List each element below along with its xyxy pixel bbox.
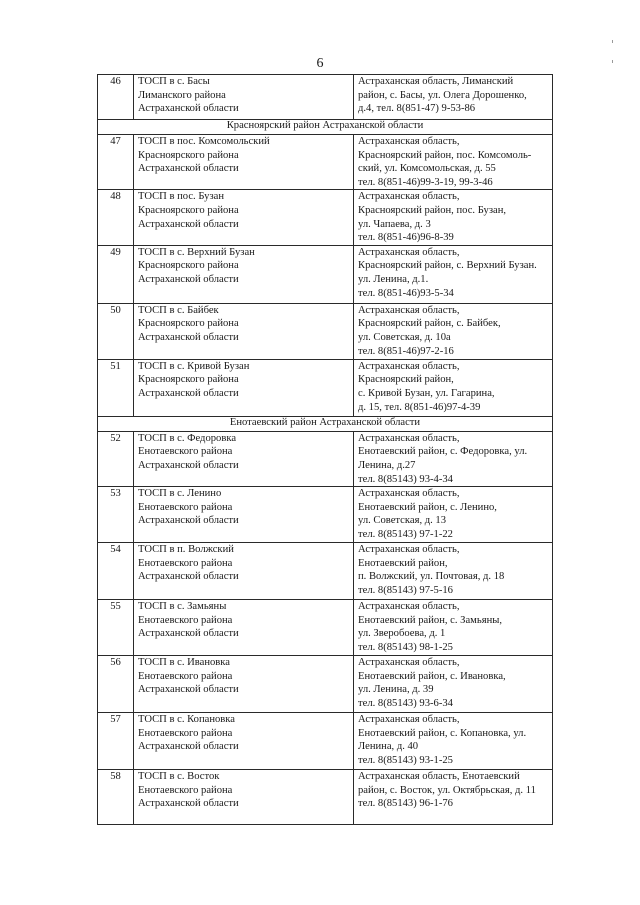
table-row [98,770,553,825]
office-name: ТОСП в с. Замьяны Енотаевского района Астраханской области [134,600,354,656]
office-address: Астраханская область, Енотаевский район, с. Копановка, ул. Ленина, д. 40 тел. 8(85143) 93-1-25 [354,713,553,770]
row-number: 56 [98,656,134,713]
row-number: 53 [98,487,134,543]
office-name: ТОСП в с. Восток Енотаевского района Астраханской области [134,770,354,825]
margin-mark [612,60,613,63]
row-number: 47 [98,135,134,190]
office-name: ТОСП в с. Кривой Бузан Красноярского района Астраханской области [134,359,354,416]
office-name: ТОСП в с. Федоровка Енотаевского района Астраханской области [134,431,354,486]
table-row [98,656,553,713]
office-address: Астраханская область, Енотаевский район, с. Ивановка, ул. Ленина, д. 39 тел. 8(85143) 93-6-34 [354,656,553,713]
office-name: ТОСП в п. Волжский Енотаевского района Астраханской области [134,543,354,600]
margin-mark [612,40,613,43]
office-name: ТОСП в с. Байбек Красноярского района Астраханской области [134,303,354,359]
table-row [98,75,553,120]
row-number: 51 [98,359,134,416]
office-address: Астраханская область, Красноярский район, с. Кривой Бузан, ул. Гагарина, д. 15, тел. 8(851-46)97-4-39 [354,359,553,416]
section-header-row [98,120,553,135]
office-name: ТОСП в с. Верхний Бузан Красноярского района Астраханской области [134,245,354,303]
table-row [98,431,553,486]
office-address: Астраханская область, Енотаевский район, с. Ленино, ул. Советская, д. 13 тел. 8(85143) 97-1-22 [354,487,553,543]
office-name: ТОСП в с. Копановка Енотаевского района Астраханской области [134,713,354,770]
table-row [98,135,553,190]
section-title: Енотаевский район Астраханской области [98,416,553,431]
row-number: 55 [98,600,134,656]
office-name: ТОСП в с. Басы Лиманского района Астраханской области [134,75,354,120]
page-number: 6 [316,56,324,71]
row-number: 50 [98,303,134,359]
office-name: ТОСП в с. Ивановка Енотаевского района Астраханской области [134,656,354,713]
office-address: Астраханская область, Енотаевский район, с. Замьяны, ул. Зверобоева, д. 1 тел. 8(85143) 98-1-25 [354,600,553,656]
office-address: Астраханская область, Красноярский район, пос. Комсомоль- ский, ул. Комсомольская, д. 55 тел. 8(851-46)99-3-19, 99-3-46 [354,135,553,190]
table-row [98,600,553,656]
table-row [98,303,553,359]
office-address: Астраханская область, Енотаевский район, с. Федоровка, ул. Ленина, д.27 тел. 8(85143) 93-4-34 [354,431,553,486]
table-row [98,190,553,245]
row-number: 57 [98,713,134,770]
section-title: Красноярский район Астраханской области [98,120,553,135]
office-address: Астраханская область, Лиманский район, с. Басы, ул. Олега Дорошенко, д.4, тел. 8(851-47) 9-53-86 [354,75,553,120]
row-number: 52 [98,431,134,486]
section-header-row [98,416,553,431]
table-row [98,245,553,303]
office-address: Астраханская область, Красноярский район, с. Байбек, ул. Советская, д. 10а тел. 8(851-46)97-2-16 [354,303,553,359]
office-table-body [98,75,553,825]
table-row [98,487,553,543]
office-address: Астраханская область, Енотаевский район, п. Волжский, ул. Почтовая, д. 18 тел. 8(85143) 97-5-16 [354,543,553,600]
office-table [97,74,553,825]
office-address: Астраханская область, Красноярский район, с. Верхний Бузан. ул. Ленина, д.1. тел. 8(851-46)93-5-34 [354,245,553,303]
office-name: ТОСП в с. Ленино Енотаевского района Астраханской области [134,487,354,543]
office-address: Астраханская область, Енотаевский район, с. Восток, ул. Октябрьская, д. 11 тел. 8(85143) 96-1-76 [354,770,553,825]
row-number: 54 [98,543,134,600]
table-row [98,713,553,770]
office-name: ТОСП в пос. Комсомольский Красноярского района Астраханской области [134,135,354,190]
row-number: 58 [98,770,134,825]
row-number: 46 [98,75,134,120]
table-row [98,359,553,416]
office-address: Астраханская область, Красноярский район, пос. Бузан, ул. Чапаева, д. 3 тел. 8(851-46)96-8-39 [354,190,553,245]
table-row [98,543,553,600]
row-number: 49 [98,245,134,303]
office-name: ТОСП в пос. Бузан Красноярского района Астраханской области [134,190,354,245]
row-number: 48 [98,190,134,245]
